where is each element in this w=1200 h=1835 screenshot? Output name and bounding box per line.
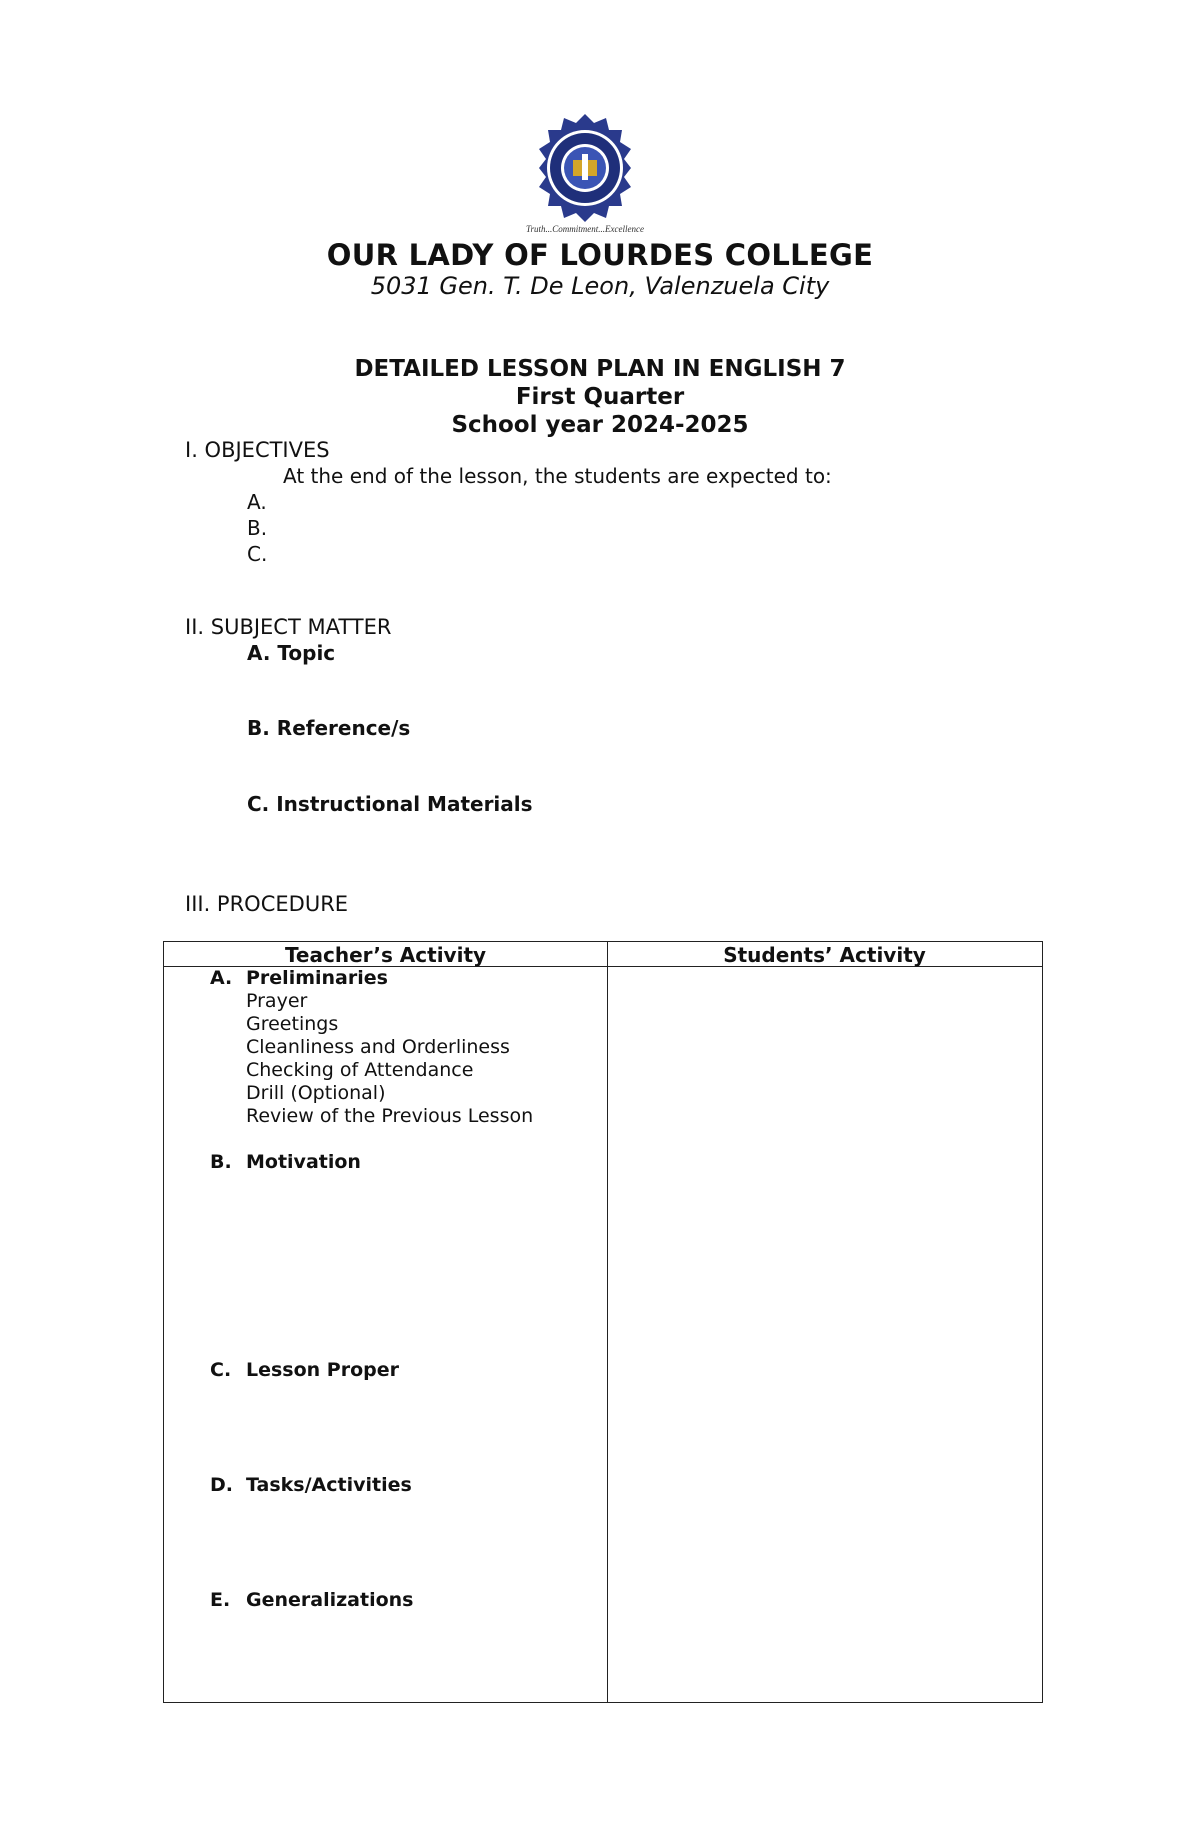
subitem-greetings: Greetings	[246, 1013, 339, 1035]
table-column-divider	[607, 942, 608, 1702]
section-title-tasks: Tasks/Activities	[246, 1474, 412, 1496]
section-label-a: A.	[210, 967, 233, 989]
school-seal-logo	[515, 110, 655, 235]
objective-item-a: A.	[247, 490, 267, 514]
school-year-label: School year 2024-2025	[451, 412, 749, 438]
objectives-heading: I. OBJECTIVES	[185, 438, 330, 462]
quarter-label: First Quarter	[515, 384, 685, 410]
objective-item-c: C.	[247, 542, 268, 566]
section-title-generalizations: Generalizations	[246, 1589, 414, 1611]
section-title-motivation: Motivation	[246, 1151, 361, 1173]
section-label-c: C.	[210, 1359, 232, 1381]
objectives-intro: At the end of the lesson, the students are expected to:	[283, 464, 832, 488]
objective-item-b: B.	[247, 516, 268, 540]
subitem-review: Review of the Previous Lesson	[246, 1105, 534, 1127]
section-title-lesson-proper: Lesson Proper	[246, 1359, 400, 1381]
procedure-heading: III. PROCEDURE	[185, 892, 349, 916]
subitem-cleanliness: Cleanliness and Orderliness	[246, 1036, 510, 1058]
school-name: OUR LADY OF LOURDES COLLEGE	[326, 238, 874, 272]
students-activity-header: Students’ Activity	[723, 943, 926, 967]
school-address: 5031 Gen. T. De Leon, Valenzuela City	[370, 272, 830, 300]
subject-item-topic: A. Topic	[247, 641, 336, 665]
subitem-drill: Drill (Optional)	[246, 1082, 386, 1104]
section-label-b: B.	[210, 1151, 232, 1173]
subitem-attendance: Checking of Attendance	[246, 1059, 474, 1081]
procedure-table	[163, 941, 1043, 1703]
document-title: DETAILED LESSON PLAN IN ENGLISH 7	[354, 356, 846, 382]
subject-matter-heading: II. SUBJECT MATTER	[185, 615, 392, 639]
subject-item-references: B. Reference/s	[247, 716, 411, 740]
teacher-activity-header: Teacher’s Activity	[284, 943, 487, 967]
section-label-e: E.	[210, 1589, 231, 1611]
section-title-preliminaries: Preliminaries	[246, 967, 388, 989]
seal-caption: Truth...Commitment...Excellence	[526, 224, 644, 234]
section-label-d: D.	[210, 1474, 233, 1496]
subitem-prayer: Prayer	[246, 990, 308, 1012]
subject-item-materials: C. Instructional Materials	[247, 792, 533, 816]
